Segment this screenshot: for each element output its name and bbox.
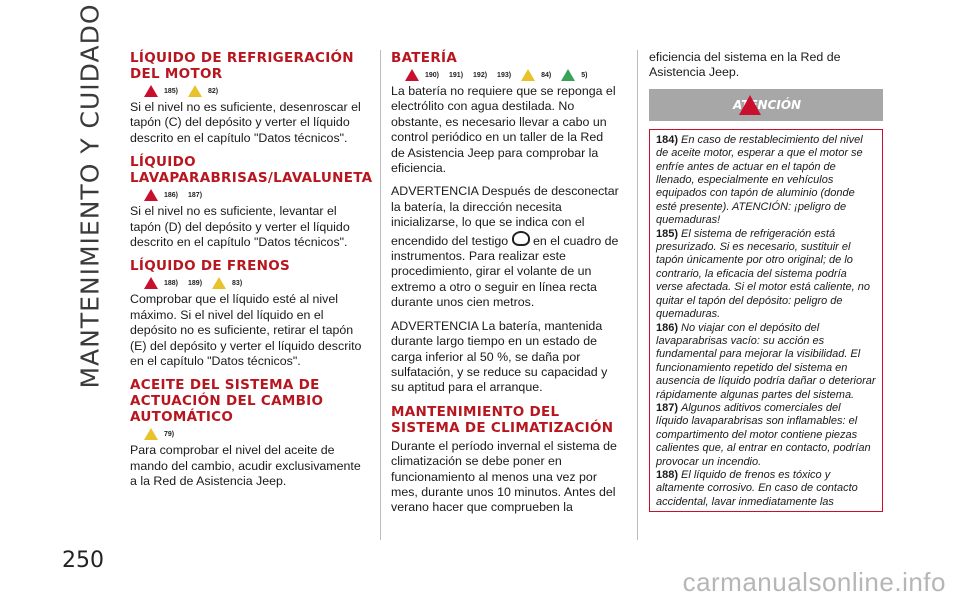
heading-coolant: LÍQUIDO DE REFRIGERACIÓN DEL MOTOR [130, 50, 354, 82]
warning-number: 185) [656, 227, 679, 240]
warning-item [656, 322, 876, 402]
warning-number: 188) [656, 468, 679, 481]
warning-text: El líquido de frenos es tóxico y altamente corrosivo. En caso de contacto accidental, lavar inmediatamente las [656, 468, 858, 508]
paragraph: Para comprobar el nivel del aceite de mando del cambio, acudir exclusivamente a la Red de Asistencia Jeep. [130, 443, 361, 489]
heading-washer-fluid: LÍQUIDO LAVAPARABRISAS/LAVALUNETA [130, 154, 373, 187]
column-2 [391, 50, 619, 524]
column-divider [637, 50, 638, 540]
column-1 [130, 50, 373, 498]
caution-icon [144, 428, 158, 440]
paragraph-part: en el cuadro de instrumentos. Para realizar este procedimiento, girar el volante de un extremo a otro o seguir en línea recta durante unos cien metros. [391, 233, 619, 310]
ref-label: 83) [232, 279, 243, 287]
column-3 [649, 50, 883, 512]
reference-row [144, 428, 370, 440]
ref-label: 193) [497, 71, 512, 79]
column-divider [380, 50, 381, 540]
heading-battery: BATERÍA [391, 50, 458, 66]
paragraph: La batería no requiere que se reponga el electrólito con agua destilada. No obstante, es necesario llevar a cabo un control periódico en un taller de la Red de Asistencia Jeep para comprobar la eficiencia. [391, 84, 616, 176]
warning-text: No viajar con el depósito del lavaparabrisas vacío: su acción es fundamental para mejorar la visibilidad. El funcionamiento repetido del sistema en ausencia de líquido podría dañar o deteriorar rápidamente algunas partes del sistema. [656, 321, 876, 401]
ref-label: 187) [188, 191, 203, 199]
paragraph: ADVERTENCIA La batería, mantenida durante largo tiempo en un estado de carga inferior al 50 %, se daña por sulfatación, y se reduce su capacidad y su aptitud para el arranque. [391, 318, 608, 395]
heading-brake-fluid: LÍQUIDO DE FRENOS [130, 258, 291, 275]
reference-row [405, 69, 619, 81]
ref-label: 190) [425, 71, 440, 79]
ref-label: 188) [164, 279, 179, 287]
warning-text: Algunos aditivos comerciales del líquido lavaparabrisas son inflamables: el compartimento del motor contiene piezas calientes que, al entrar en contacto, podrían provocar un incendio. [656, 401, 871, 468]
warning-text: El sistema de refrigeración está presurizado. Si es necesario, sustituir el tapón únicamente por otro original; de lo contrario, la eficacia del sistema podría verse afectada. Si el motor está caliente, no quitar el tapón del depósito: peligro de quemaduras. [656, 227, 871, 321]
ref-label: 192) [473, 71, 488, 79]
ref-label: 186) [164, 191, 179, 199]
paragraph: Si el nivel no es suficiente, levantar el tapón (D) del depósito y verter el líquido descrito en el capítulo "Datos técnicos". [130, 204, 350, 250]
reference-row [144, 277, 370, 289]
warning-text: En caso de restablecimiento del nivel de aceite motor, esperar a que el motor se enfríe antes de actuar en el tapón de llenado, especialmente en vehículos equipados con tapón de aluminio (donde esté presente). ATENCIÓN: ¡peligro de quemaduras! [656, 133, 863, 227]
warning-number: 186) [656, 321, 679, 334]
caution-icon [521, 69, 535, 81]
steering-warning-icon [512, 231, 530, 246]
attention-banner [649, 89, 883, 121]
page-number: 250 [62, 548, 104, 573]
ref-label: 84) [541, 71, 552, 79]
ref-label: 79) [164, 430, 175, 438]
warning-item [656, 134, 876, 228]
warning-icon [739, 95, 761, 115]
warning-icon [144, 277, 158, 289]
warning-icon [405, 69, 419, 81]
paragraph: Comprobar que el líquido esté al nivel máximo. Si el nivel del líquido en el depósito no es suficiente, retirar el tapón (E) del depósito y verter el líquido descrito en el capítulo "Datos técnicos". [130, 292, 362, 369]
environment-icon [561, 69, 575, 81]
warning-number: 187) [656, 401, 679, 414]
paragraph [391, 184, 619, 310]
warning-item [656, 228, 876, 322]
paragraph: Durante el período invernal el sistema de climatización se debe poner en funcionamiento al menos una vez por mes, durante unos 10 minutos. Antes del verano hacer que comprueben la [391, 438, 617, 515]
ref-label: 191) [449, 71, 464, 79]
side-chapter-title: MANTENIMIENTO Y CUIDADO [75, 3, 105, 389]
warning-box [649, 129, 883, 512]
warning-icon [144, 189, 158, 201]
warning-icon [144, 85, 158, 97]
caution-icon [212, 277, 226, 289]
ref-label: 82) [208, 87, 219, 95]
watermark: carmanualsonline.info [682, 567, 946, 597]
paragraph: Si el nivel no es suficiente, desenroscar el tapón (C) del depósito y verter el líquido descrito en el capítulo "Datos técnicos". [130, 100, 361, 145]
banner-label: ATENCIÓN [733, 97, 802, 112]
heading-climate-system: MANTENIMIENTO DEL SISTEMA DE CLIMATIZACIÓN [391, 403, 614, 436]
warning-item [656, 402, 876, 469]
paragraph: eficiencia del sistema en la Red de Asistencia Jeep. [649, 50, 841, 80]
reference-row [144, 85, 370, 97]
ref-label: 189) [188, 279, 203, 287]
ref-label: 5) [581, 71, 588, 79]
reference-row [144, 189, 370, 201]
heading-gearbox-oil: ACEITE DEL SISTEMA DE ACTUACIÓN DEL CAMBIO AUTOMÁTICO [130, 377, 324, 426]
paragraph-part: ADVERTENCIA Después de desconectar la batería, la dirección necesita inicializarse, lo que se indica con el encendido del testigo [391, 184, 619, 248]
warning-item [656, 469, 876, 509]
ref-label: 185) [164, 87, 179, 95]
warning-number: 184) [656, 133, 679, 146]
caution-icon [188, 85, 202, 97]
